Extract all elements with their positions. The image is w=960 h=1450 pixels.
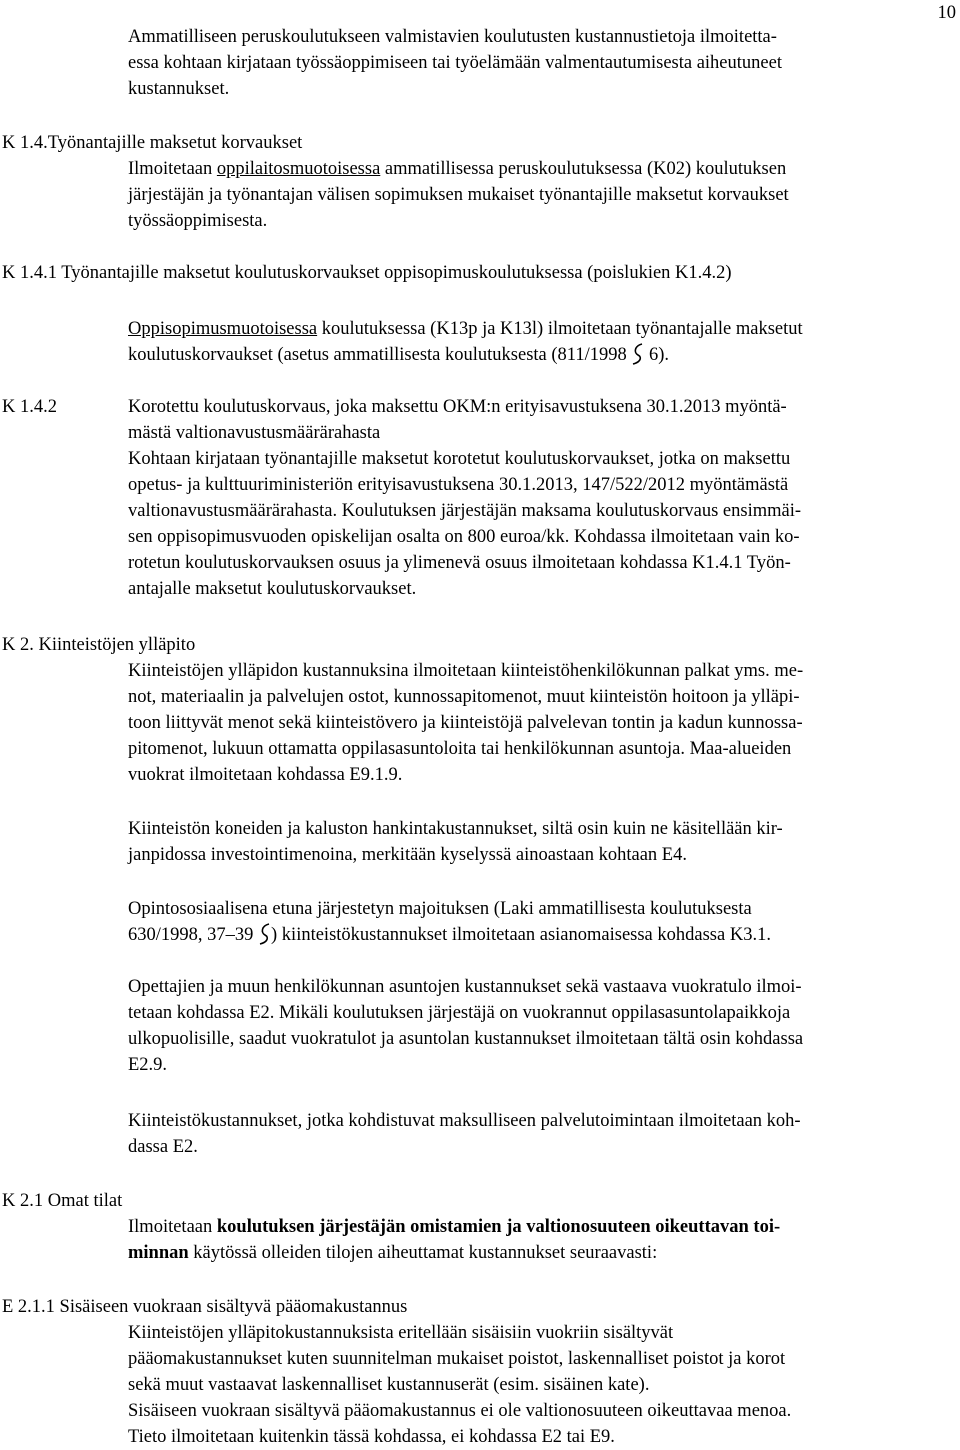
text-line: Opettajien ja muun henkilökunnan asuntojen kustannukset sekä vastaava vuokratulo ilmoi- (128, 977, 802, 997)
text-line: Kiinteistöjen ylläpitokustannuksista eritellään sisäisiin vuokriin sisältyvät (128, 1323, 674, 1343)
text-line: Kiinteistökustannukset, jotka kohdistuvat maksulliseen palvelutoimintaan ilmoitetaan koh- (128, 1111, 801, 1131)
text-line: Kohtaan kirjataan työnantajille maksetut korotetut koulutuskorvaukset, jotka on maksettu (128, 449, 791, 469)
text-line: pitomenot, lukuun ottamatta oppilasasuntoloita tai henkilökunnan asuntoja. Maa-alueiden (128, 739, 792, 759)
text-line: opetus- ja kulttuuriministeriön erityisavustuksena 30.1.2013, 147/522/2012 myöntämästä (128, 475, 789, 495)
text-line: kustannukset. (128, 79, 230, 99)
k2-paragraph-5 (128, 1108, 956, 1160)
k21-paragraph (128, 1214, 956, 1266)
section-sign-icon (631, 343, 644, 365)
text-line (128, 1214, 956, 1240)
intro-paragraph (128, 24, 956, 102)
underlined-term: Oppisopimusmuotoisessa (128, 319, 318, 339)
text-line: Opintososiaalisena etuna järjestetyn majoituksen (Laki ammatillisesta koulutuksesta (128, 899, 752, 919)
text-line: mästä valtionavustusmäärärahasta (128, 423, 381, 443)
text-span: 6). (644, 345, 670, 365)
text-line: valtionavustusmäärärahasta. Koulutuksen järjestäjän maksama koulutuskorvaus ensimmäi- (128, 501, 802, 521)
text-line: tetaan kohdassa E2. Mikäli koulutuksen järjestäjä on vuokrannut oppilasasuntolapaikkoja (128, 1003, 791, 1023)
text-line (128, 1240, 956, 1266)
text-span: koulutuksessa (K13p ja K13l) ilmoitetaan työnantajalle maksetut (317, 319, 803, 339)
text-line: pääomakustannukset kuten suunnitelman mukaiset poistot, laskennalliset poistot ja korot (128, 1349, 786, 1369)
page-number: 10 (937, 3, 956, 23)
text-span: 630/1998, 37–39 (128, 925, 259, 945)
k142-block (128, 394, 956, 602)
section-heading-k141: K 1.4.1 Työnantajille maksetut koulutuskorvaukset oppisopimuskoulutuksessa (poislukien K1.4.2) (2, 263, 732, 283)
text-span: ammatillisessa peruskoulutuksessa (K02) koulutuksen (380, 159, 787, 179)
text-span: Ilmoitetaan (128, 159, 217, 179)
text-line (128, 316, 956, 342)
text-line: E2.9. (128, 1055, 168, 1075)
text-line: rotetun koulutuskorvauksen osuus ja ylimenevä osuus ilmoitetaan kohdassa K1.4.1 Työn- (128, 553, 791, 573)
text-span: Ilmoitetaan (128, 1217, 217, 1237)
section-heading-k2: K 2. Kiinteistöjen ylläpito (2, 635, 196, 655)
text-line (128, 156, 956, 182)
text-span: käytössä olleiden tilojen aiheuttamat kustannukset seuraavasti: (188, 1243, 658, 1263)
section-heading-k14: K 1.4.Työnantajille maksetut korvaukset (2, 133, 303, 153)
section-heading-k21: K 2.1 Omat tilat (2, 1191, 123, 1211)
k2-paragraph-3 (128, 896, 956, 948)
text-line: vuokrat ilmoitetaan kohdassa E9.1.9. (128, 765, 403, 785)
text-line (128, 342, 956, 368)
text-line: janpidossa investointimenoina, merkitään kyselyssä ainoastaan kohtaan E4. (128, 845, 687, 865)
text-line: Korotettu koulutuskorvaus, joka maksettu OKM:n erityisavustuksena 30.1.2013 myöntä- (128, 397, 787, 417)
text-line: Tieto ilmoitetaan kuitenkin tässä kohdassa, ei kohdassa E2 tai E9. (128, 1427, 615, 1447)
text-span: ) kiinteistökustannukset ilmoitetaan asianomaisessa kohdassa K3.1. (271, 925, 771, 945)
bold-text: minnan (128, 1243, 189, 1263)
text-line: dassa E2. (128, 1137, 198, 1157)
k2-paragraph-4 (128, 974, 956, 1078)
text-line: toon liittyvät menot sekä kiinteistövero ja kiinteistöjä palvelevan tontin ja kadun kunnossa- (128, 713, 803, 733)
text-line: sekä muut vastaavat laskennalliset kustannuserät (esim. sisäinen kate). (128, 1375, 650, 1395)
section-heading-e211: E 2.1.1 Sisäiseen vuokraan sisältyvä pääomakustannus (2, 1297, 408, 1317)
bold-text: koulutuksen järjestäjän omistamien ja valtionosuuteen oikeuttavan toi- (216, 1217, 781, 1237)
section-sign-icon (258, 923, 271, 945)
text-line (128, 922, 956, 948)
text-line: essa kohtaan kirjataan työssäoppimiseen tai työelämään valmentautumisesta aiheutuneet (128, 53, 782, 73)
text-line: antajalle maksetut koulutuskorvaukset. (128, 579, 417, 599)
text-line: Ammatilliseen peruskoulutukseen valmistavien koulutusten kustannustietoja ilmoitetta- (128, 27, 777, 47)
e211-paragraph (128, 1320, 956, 1450)
text-line: Sisäiseen vuokraan sisältyvä pääomakustannus ei ole valtionosuuteen oikeuttavaa menoa. (128, 1401, 792, 1421)
text-line: Kiinteistön koneiden ja kaluston hankintakustannukset, siltä osin kuin ne käsitellään kir- (128, 819, 783, 839)
text-line: ulkopuolisille, saadut vuokratulot ja asuntolan kustannukset ilmoitetaan tältä osin kohdassa (128, 1029, 804, 1049)
text-line: Kiinteistöjen ylläpidon kustannuksina ilmoitetaan kiinteistöhenkilökunnan palkat yms. me- (128, 661, 804, 681)
text-line: työssäoppimisesta. (128, 211, 268, 231)
section-label-k142: K 1.4.2 (2, 397, 57, 417)
k141-paragraph (128, 316, 956, 368)
underlined-term: oppilaitosmuotoisessa (216, 159, 381, 179)
text-line: sen oppisopimusvuoden opiskelijan osalta on 800 euroa/kk. Kohdassa ilmoitetaan vain ko- (128, 527, 800, 547)
k14-paragraph (128, 156, 956, 234)
text-line: järjestäjän ja työnantajan välisen sopimuksen mukaiset työnantajille maksetut korvaukset (128, 185, 789, 205)
text-line: not, materiaalin ja palvelujen ostot, kunnossapitomenot, muut kiinteistön hoitoon ja ylläpi- (128, 687, 800, 707)
text-span: koulutuskorvaukset (asetus ammatillisesta koulutuksesta (811/1998 (128, 345, 632, 365)
k2-paragraph-1 (128, 658, 956, 788)
k2-paragraph-2 (128, 816, 956, 868)
